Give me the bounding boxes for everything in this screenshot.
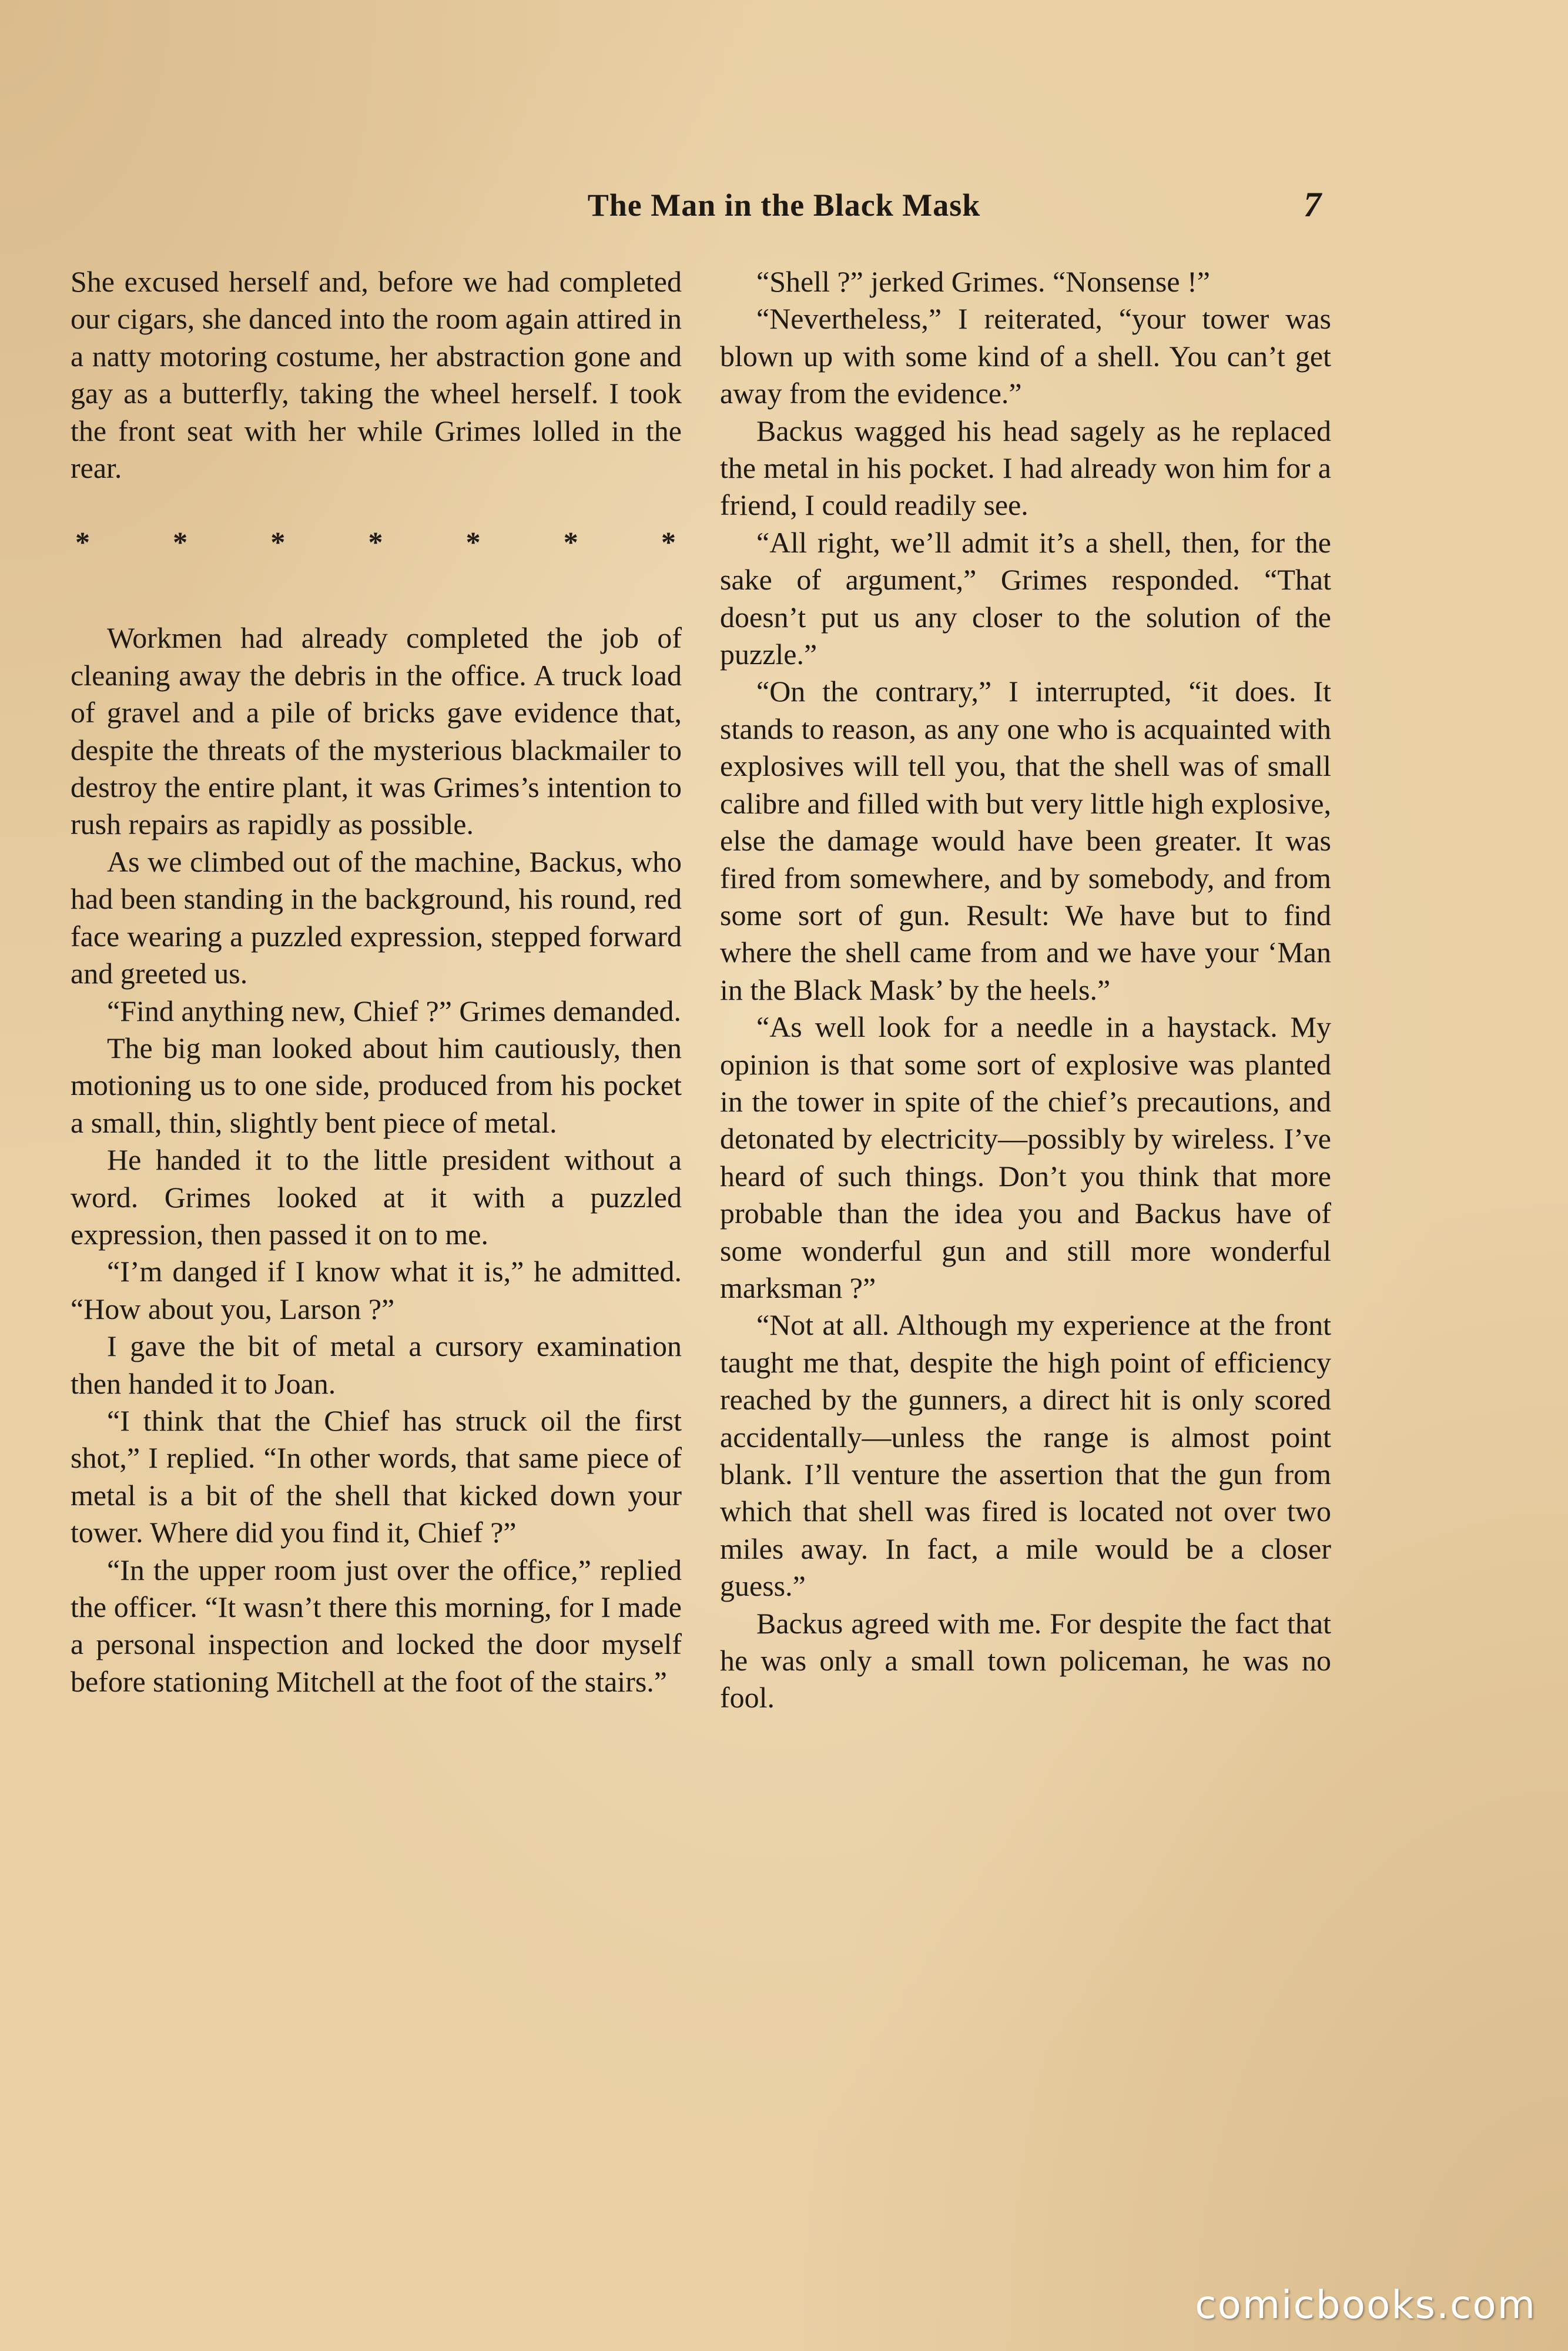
asterisk: * xyxy=(563,525,578,559)
asterisk: * xyxy=(465,525,481,559)
paragraph: He handed it to the little president without a word. Grimes looked at it with a puzzled expression, then passed it on to me. xyxy=(71,1143,682,1251)
paragraph: “Shell ?” jerked Grimes. “Nonsense !” xyxy=(756,265,1210,298)
watermark-logo: comicbooks.com xyxy=(1195,2282,1536,2327)
asterisk: * xyxy=(661,525,676,559)
section-break xyxy=(71,524,682,561)
paragraph: “On the contrary,” I interrupted, “it does. It stands to reason, as any one who is acquainted with explosives will tell you, that the shell was of small calibre and filled with but very little high explosive, else the damage would have been greater. It was fired from somewhere, and by somebody, and from some sort of gun. Result: We have but to find where the shell came from and we have your ‘Man in the Black Mask’ by the heels.” xyxy=(720,675,1332,1006)
paragraph: “In the upper room just over the office,” replied the officer. “It wasn’t there this morning, for I made a personal inspection and locked the door myself before stationing Mitchell at the foot of the stairs.” xyxy=(71,1553,682,1698)
page-number: 7 xyxy=(1304,185,1321,224)
paragraph: “Not at all. Although my experience at the front taught me that, despite the high point of efficiency reached by the gunners, a direct hit is only scored accidentally—unless the range is almost point blank. I’ll venture the assertion that the gun from which that shell was fired is located not over two miles away. In fact, a mile would be a closer guess.” xyxy=(720,1308,1331,1603)
paragraph: “I’m danged if I know what it is,” he admitted. “How about you, Larson ?” xyxy=(71,1255,682,1325)
asterisk: * xyxy=(75,525,90,559)
asterisk: * xyxy=(368,525,383,559)
paragraph: “I think that the Chief has struck oil the first shot,” I replied. “In other words, that same piece of metal is a bit of the shell that kicked down your tower. Where did you find it, Chief ?” xyxy=(71,1404,682,1549)
paragraph: “All right, we’ll admit it’s a shell, then, for the sake of argument,” Grimes responded. “That doesn’t put us any closer to the solution of the puzzle.” xyxy=(720,525,1331,671)
left-column xyxy=(71,263,682,1700)
paragraph: I gave the bit of metal a cursory examination then handed it to Joan. xyxy=(71,1329,682,1400)
paragraph: She excused herself and, before we had completed our cigars, she danced into the room again attired in a natty motoring costume, her abstraction gone and gay as a butterfly, taking the wheel herself. I took the front seat with her while Grimes lolled in the rear. xyxy=(71,265,682,485)
paragraph: As we climbed out of the machine, Backus, who had been standing in the background, his round, red face wearing a puzzled expression, stepped forward and greeted us. xyxy=(71,845,682,990)
asterisk: * xyxy=(270,525,286,559)
paragraph: “Find anything new, Chief ?” Grimes demanded. xyxy=(107,994,682,1027)
paragraph: Workmen had already completed the job of cleaning away the debris in the office. A truck load of gravel and a pile of bricks gave evidence that, despite the threats of the mysterious blackmailer to destroy the entire plant, it was Grimes’s intention to rush repairs as rapidly as possible. xyxy=(71,621,682,841)
paragraph: “As well look for a needle in a haystack. My opinion is that some sort of explosive was planted in the tower in spite of the chief’s precautions, and detonated by electricity—possibly by wireless. I’ve heard of such things. Don’t you think that more probable than the idea you and Backus have of some wonderful gun and still more wonderful marksman ?” xyxy=(720,1010,1331,1304)
running-title: The Man in the Black Mask xyxy=(587,187,981,223)
asterisk: * xyxy=(173,525,188,559)
paragraph: The big man looked about him cautiously, then motioning us to one side, produced from his pocket a small, thin, slightly bent piece of metal. xyxy=(71,1031,682,1139)
paragraph: Backus agreed with me. For despite the fact that he was only a small town policeman, he was no fool. xyxy=(720,1606,1331,1714)
paragraph: “Nevertheless,” I reiterated, “your tower was blown up with some kind of a shell. You can’t get away from the evidence.” xyxy=(720,302,1331,410)
paragraph: Backus wagged his head sagely as he replaced the metal in his pocket. I had already won him for a friend, I could readily see. xyxy=(720,414,1331,522)
page-header xyxy=(0,187,1568,234)
right-column xyxy=(720,263,1331,1717)
